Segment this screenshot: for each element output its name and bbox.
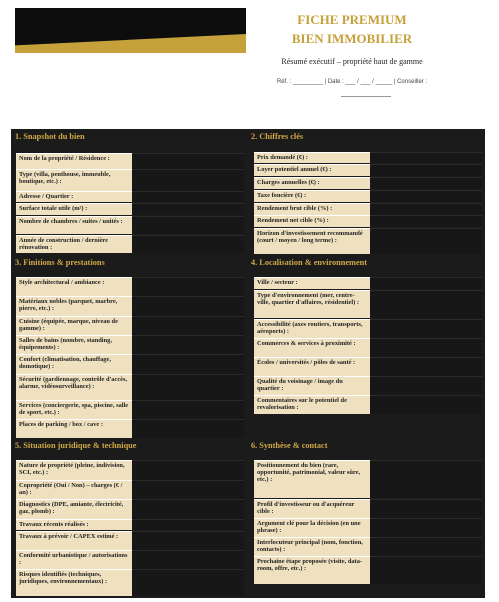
- field-input[interactable]: [132, 400, 244, 419]
- field-row: [254, 164, 482, 176]
- field-label: Adresse / Quartier :: [16, 191, 132, 202]
- field-label: Commerces & services à proximité :: [254, 338, 370, 357]
- field-row: [16, 419, 244, 438]
- field-row: [16, 460, 244, 480]
- field-label: Prix demandé (€) :: [254, 152, 370, 163]
- field-row: [16, 354, 244, 374]
- field-input[interactable]: [132, 277, 244, 296]
- field-row: [16, 316, 244, 335]
- section-title-key-figures: 2. Chiffres clés: [251, 132, 304, 141]
- field-label: Matériaux nobles (parquet, marbre, pierre, etc.) :: [16, 296, 132, 316]
- field-input[interactable]: [132, 499, 244, 519]
- field-label: Type d'environnement (mer, centre-ville, quartier d'affaires, résidentiel) :: [254, 290, 370, 318]
- field-label: Argument clé pour la décision (en une phrase) :: [254, 518, 370, 537]
- document-title: [252, 10, 452, 48]
- field-input[interactable]: [132, 354, 244, 374]
- field-input[interactable]: [370, 338, 482, 357]
- field-row: [254, 177, 482, 189]
- field-label: Type (villa, penthouse, immeuble, boutique, etc.) :: [16, 169, 132, 191]
- section-title-finishes: 3. Finitions & prestations: [15, 258, 105, 267]
- field-input[interactable]: [132, 460, 244, 480]
- field-row: [254, 518, 482, 537]
- field-input[interactable]: [132, 550, 244, 569]
- field-row: [254, 190, 482, 202]
- field-label: Ville / secteur :: [254, 277, 370, 289]
- field-input[interactable]: [132, 419, 244, 438]
- section-title-legal: 5. Situation juridique & technique: [15, 441, 137, 450]
- reference-line: Réf. : _________ | Date : ___ / ___ / _____ | Conseiller :: [276, 79, 428, 85]
- field-input[interactable]: [132, 235, 244, 253]
- field-input[interactable]: [370, 395, 482, 414]
- field-input[interactable]: [132, 216, 244, 234]
- field-label: Qualité du voisinage / image du quartier :: [254, 376, 370, 395]
- field-input[interactable]: [132, 480, 244, 499]
- field-input[interactable]: [132, 569, 244, 596]
- section-title-synthesis: 6. Synthèse & contact: [251, 441, 328, 450]
- field-row: [16, 569, 244, 596]
- field-input[interactable]: [370, 556, 482, 584]
- field-row: [16, 277, 244, 296]
- field-row: [254, 376, 482, 395]
- field-row: [16, 499, 244, 519]
- field-label: Diagnostics (DPE, amiante, électricité, gaz, plomb) :: [16, 499, 132, 519]
- field-row: [16, 153, 244, 169]
- field-row: [16, 374, 244, 400]
- field-input[interactable]: [370, 152, 482, 163]
- field-label: Conformité urbanistique / autorisations :: [16, 550, 132, 569]
- field-row: [254, 228, 482, 254]
- field-row: [16, 400, 244, 419]
- field-row: [254, 203, 482, 215]
- form-panel: [11, 129, 485, 598]
- field-input[interactable]: [370, 537, 482, 556]
- field-input[interactable]: [370, 460, 482, 498]
- field-input[interactable]: [132, 519, 244, 530]
- field-input[interactable]: [132, 374, 244, 400]
- field-label: Écoles / universités / pôles de santé :: [254, 357, 370, 376]
- field-label: Copropriété (Oui / Non) – charges (€ / an) :: [16, 480, 132, 499]
- field-label: Salles de bains (nombre, standing, équipements) :: [16, 335, 132, 354]
- field-row: [16, 216, 244, 234]
- field-label: Rendement brut cible (%) :: [254, 203, 370, 215]
- field-label: Places de parking / box / cave :: [16, 419, 132, 438]
- field-label: Horizon d'investissement recommandé (court / moyen / long terme) :: [254, 228, 370, 254]
- field-label: Profil d'investisseur ou d'acquéreur cible :: [254, 499, 370, 518]
- field-row: [254, 277, 482, 289]
- field-label: Rendement net cible (%) :: [254, 215, 370, 227]
- field-label: Nom de la propriété / Résidence :: [16, 153, 132, 169]
- field-row: [254, 152, 482, 163]
- field-label: Travaux à prévoir / CAPEX estimé :: [16, 531, 132, 550]
- field-row: [16, 519, 244, 530]
- field-input[interactable]: [370, 319, 482, 338]
- field-label: Commentaires sur le potentiel de revalorisation :: [254, 395, 370, 414]
- field-label: Loyer potentiel annuel (€) :: [254, 164, 370, 176]
- field-row: [16, 550, 244, 569]
- field-row: [254, 556, 482, 584]
- field-label: Prochaine étape proposée (visite, data-room, offre, etc.) :: [254, 556, 370, 584]
- field-label: Travaux récents réalisés :: [16, 519, 132, 530]
- field-label: Année de construction / dernière rénovation :: [16, 235, 132, 253]
- field-row: [16, 480, 244, 499]
- field-label: Nature de propriété (pleine, indivision, SCI, etc.) :: [16, 460, 132, 480]
- field-label: Cuisine (équipée, marque, niveau de gamme) :: [16, 316, 132, 335]
- field-label: Accessibilité (axes routiers, transports, aéroports) :: [254, 319, 370, 338]
- field-label: Sécurité (gardiennage, contrôle d'accès, alarme, vidéosurveillance) :: [16, 374, 132, 400]
- field-label: Taxe foncière (€) :: [254, 190, 370, 202]
- field-row: [254, 537, 482, 556]
- field-row: [16, 296, 244, 316]
- field-input[interactable]: [370, 277, 482, 289]
- field-row: [254, 338, 482, 357]
- field-row: [16, 235, 244, 253]
- field-input[interactable]: [370, 499, 482, 518]
- document-subtitle: Résumé exécutif – propriété haut de gamme: [281, 57, 423, 66]
- field-input[interactable]: [370, 164, 482, 176]
- field-row: [254, 357, 482, 376]
- field-input[interactable]: [370, 518, 482, 537]
- field-input[interactable]: [132, 203, 244, 215]
- logo-band: [15, 8, 246, 53]
- field-input[interactable]: [370, 203, 482, 215]
- field-input[interactable]: [370, 228, 482, 254]
- field-input[interactable]: [370, 215, 482, 227]
- field-input[interactable]: [370, 190, 482, 202]
- field-label: Risques identifiés (techniques, juridiques, environnementaux) :: [16, 569, 132, 596]
- field-row: [16, 191, 244, 202]
- field-input[interactable]: [370, 290, 482, 318]
- field-row: [16, 335, 244, 354]
- field-label: Style architectural / ambiance :: [16, 277, 132, 296]
- field-label: Services (conciergerie, spa, piscine, salle de sport, etc.) :: [16, 400, 132, 419]
- field-input[interactable]: [132, 296, 244, 316]
- field-label: Charges annuelles (€) :: [254, 177, 370, 189]
- field-input[interactable]: [370, 177, 482, 189]
- field-input[interactable]: [132, 335, 244, 354]
- field-input[interactable]: [132, 191, 244, 202]
- field-input[interactable]: [132, 169, 244, 191]
- field-label: Nombre de chambres / suites / unités :: [16, 216, 132, 234]
- section-title-snapshot: 1. Snapshot du bien: [15, 132, 85, 141]
- field-label: Confort (climatisation, chauffage, domotique) :: [16, 354, 132, 374]
- conseiller-underline: [341, 96, 391, 97]
- field-row: [16, 169, 244, 191]
- field-label: Interlocuteur principal (nom, fonction, contacts) :: [254, 537, 370, 556]
- section-title-location: 4. Localisation & environnement: [251, 258, 368, 267]
- field-row: [254, 395, 482, 414]
- field-input[interactable]: [132, 153, 244, 169]
- field-input[interactable]: [132, 316, 244, 335]
- title-line-1: FICHE PREMIUM: [297, 12, 407, 27]
- field-row: [254, 290, 482, 318]
- field-input[interactable]: [132, 531, 244, 550]
- field-input[interactable]: [370, 357, 482, 376]
- field-label: Positionnement du bien (rare, opportunité, patrimonial, valeur sûre, etc.) :: [254, 460, 370, 498]
- field-row: [16, 531, 244, 550]
- field-row: [254, 499, 482, 518]
- field-row: [254, 215, 482, 227]
- field-row: [16, 203, 244, 215]
- field-row: [254, 319, 482, 338]
- field-input[interactable]: [370, 376, 482, 395]
- title-line-2: BIEN IMMOBILIER: [291, 31, 413, 46]
- field-label: Surface totale utile (m²) :: [16, 203, 132, 215]
- field-row: [254, 460, 482, 498]
